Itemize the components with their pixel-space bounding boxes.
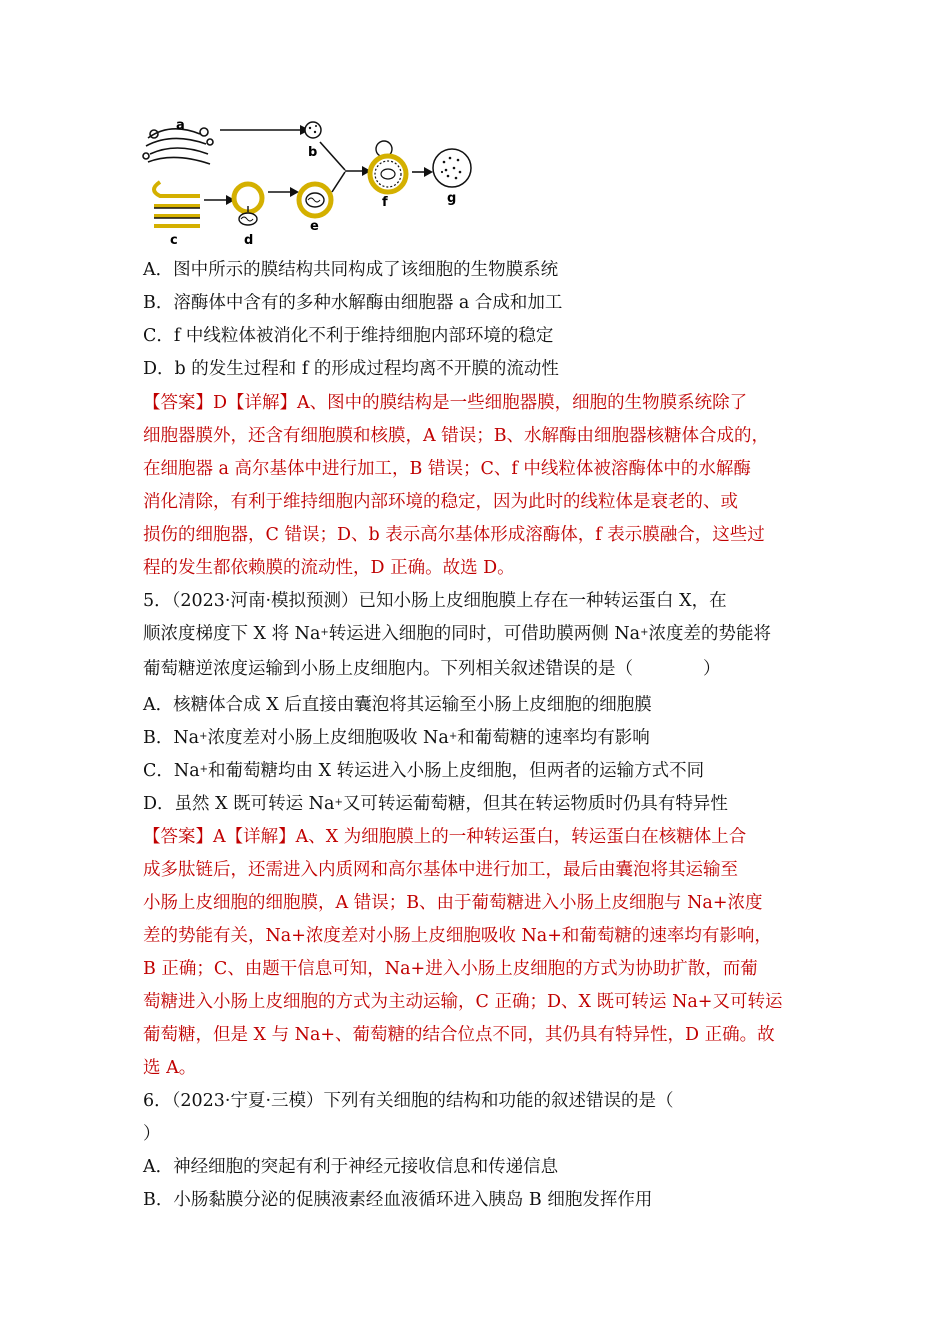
endoplasmic-reticulum-c	[154, 182, 200, 226]
q5-answer-line: 【答案】A【详解】A、X 为细胞膜上的一种转运蛋白，转运蛋白在核糖体上合	[143, 827, 747, 847]
q5-option-c: C．Na+和葡萄糖均由 X 转运进入小肠上皮细胞，但两者的运输方式不同	[143, 761, 705, 781]
label-f: f	[382, 195, 388, 210]
q4-option-c: C．f 中线粒体被消化不利于维持细胞内部环境的稳定	[143, 326, 554, 346]
lysosome-b	[305, 122, 321, 138]
q5-answer-line: 差的势能有关，Na+浓度差对小肠上皮细胞吸收 Na+和葡萄糖的速率均有影响，	[143, 926, 772, 946]
label-g: g	[447, 191, 457, 206]
q4-answer-line: 细胞器膜外，还含有细胞膜和核膜，A 错误；B、水解酶由细胞器核糖体合成的，	[143, 426, 770, 446]
q5-option-a: A．核糖体合成 X 后直接由囊泡将其运输至小肠上皮细胞的细胞膜	[143, 695, 652, 715]
q5-answer-line: 萄糖进入小肠上皮细胞的方式为主动运输，C 正确；D、X 既可转运 Na+又可转运	[143, 992, 783, 1012]
golgi-apparatus-a	[143, 128, 213, 164]
residual-body-g	[433, 149, 471, 187]
q5-option-b: B．Na+浓度差对小肠上皮细胞吸收 Na+和葡萄糖的速率均有影响	[143, 728, 650, 748]
q5-option-d: D．虽然 X 既可转运 Na+又可转运葡萄糖，但其在转运物质时仍具有特异性	[143, 794, 728, 814]
label-a: a	[176, 118, 185, 133]
q6-option-b: B．小肠黏膜分泌的促胰液素经血液循环进入胰岛 B 细胞发挥作用	[143, 1190, 653, 1210]
q5-stem-line: 顺浓度梯度下 X 将 Na+转运进入细胞的同时，可借助膜两侧 Na+浓度差的势能将	[143, 624, 771, 644]
q6-option-a: A．神经细胞的突起有利于神经元接收信息和传递信息	[143, 1157, 559, 1177]
q5-stem-line: 葡萄糖逆浓度运输到小肠上皮细胞内。下列相关叙述错误的是（ ）	[143, 659, 721, 679]
q5-answer-line: B 正确；C、由题干信息可知，Na+进入小肠上皮细胞的方式为协助扩散，而葡	[143, 959, 758, 979]
q5-answer-line: 小肠上皮细胞的细胞膜，A 错误；B、由于葡萄糖进入小肠上皮细胞与 Na+浓度	[143, 893, 763, 913]
q5-answer-line: 选 A。	[143, 1058, 197, 1078]
q5-answer-line: 葡萄糖，但是 X 与 Na+、葡萄糖的结合位点不同，其仍具有特异性，D 正确。故	[143, 1025, 775, 1045]
label-b: b	[308, 145, 318, 160]
q4-answer-line: 程的发生都依赖膜的流动性，D 正确。故选 D。	[143, 558, 515, 578]
q4-answer-line: 在细胞器 a 高尔基体中进行加工，B 错误；C、f 中线粒体被溶酶体中的水解酶	[143, 459, 751, 479]
q6-stem-line: ）	[143, 1124, 161, 1144]
emphasis-char: 错	[545, 659, 563, 679]
q5-stem-line: 5．（2023·河南·模拟预测）已知小肠上皮细胞膜上存在一种转运蛋白 X，在	[143, 591, 727, 611]
q4-option-d: D．b 的发生过程和 f 的形成过程均离不开膜的流动性	[143, 359, 559, 379]
label-e: e	[310, 219, 319, 234]
q4-option-a: A．图中所示的膜结构共同构成了该细胞的生物膜系统	[143, 260, 559, 280]
q4-answer-line: 消化清除，有利于维持细胞内部环境的稳定，因为此时的线粒体是衰老的、或	[143, 492, 738, 512]
q5-answer-line: 成多肽链后，还需进入内质网和高尔基体中进行加工，最后由囊泡将其运输至	[143, 860, 738, 880]
label-d: d	[244, 233, 254, 248]
q4-answer-line: 损伤的细胞器，C 错误；D、b 表示高尔基体形成溶酶体，f 表示膜融合，这些过	[143, 525, 765, 545]
emphasis-char: 误	[563, 659, 581, 679]
q6-stem-line: 6．（2023·宁夏·三模）下列有关细胞的结构和功能的叙述错误的是（	[143, 1091, 674, 1111]
label-c: c	[170, 233, 178, 248]
organelle-diagram	[140, 112, 480, 252]
q4-answer-line: 【答案】D【详解】A、图中的膜结构是一些细胞器膜，细胞的生物膜系统除了	[143, 393, 748, 413]
q4-option-b: B．溶酶体中含有的多种水解酶由细胞器 a 合成和加工	[143, 293, 563, 313]
